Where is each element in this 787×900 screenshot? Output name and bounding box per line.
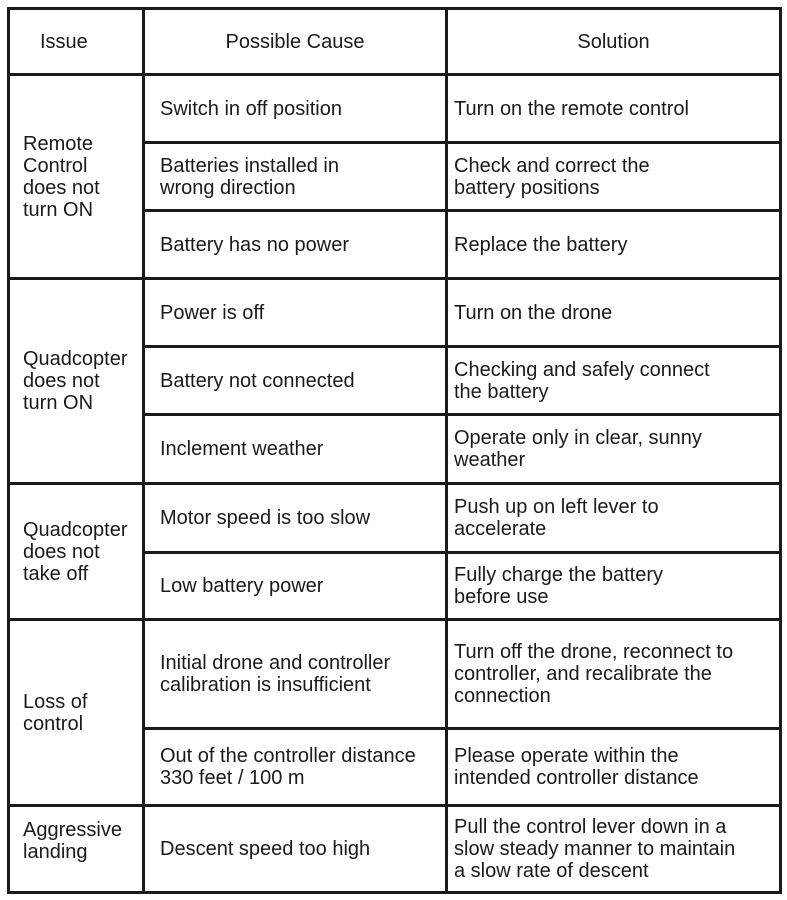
solution-text-line: Push up on left lever to [454,496,659,518]
solution-cell [447,553,781,620]
issue-text-line: turn ON [23,198,94,221]
issue-text-line: Quadcopter [23,348,128,370]
solution-cell [447,729,781,806]
solution-cell [447,75,781,143]
solution-text-line: Turn on the drone [454,301,613,324]
solution-text-line: before use [454,586,549,608]
cause-text-line: Descent speed too high [160,838,371,860]
solution-text-line: Please operate within the [454,745,679,767]
issue-text-line: turn ON [23,392,94,414]
solution-cell [447,806,781,893]
solution-cell [447,211,781,279]
solution-text-line: weather [454,449,526,471]
cause-text-line: Initial drone and controller [160,652,391,674]
cause-cell [144,806,447,893]
cause-text-line: Out of the controller distance [160,745,416,767]
solution-text-line: Turn on the remote control [454,97,689,120]
cause-cell [144,415,447,484]
cause-text-line: Low battery power [160,575,324,597]
cause-text-line: Battery not connected [160,369,355,392]
issue-text-line: Remote [23,132,94,155]
issue-text-line: landing [23,841,88,863]
issue-text-line: Control [23,154,88,177]
solution-text-line: Operate only in clear, sunny [454,427,702,449]
solution-text-line: Fully charge the battery [454,564,663,586]
troubleshooting-table [7,7,782,894]
table-row [9,620,781,729]
issue-text-line: does not [23,176,100,199]
solution-column-header: Solution [447,9,781,75]
table-body [9,75,781,893]
solution-cell [447,143,781,211]
solution-text-line: intended controller distance [454,767,699,789]
solution-cell [447,620,781,729]
issue-text-line: does not [23,540,100,563]
cause-cell [144,347,447,415]
issue-cell [9,620,144,806]
solution-text-line: controller, and recalibrate the [454,663,712,685]
cause-cell [144,75,447,143]
solution-text-line: a slow rate of descent [454,860,649,882]
issue-column-header: Issue [9,9,144,75]
cause-cell [144,211,447,279]
cause-text-line: Switch in off position [160,97,342,120]
cause-cell [144,553,447,620]
issue-text-line: take off [23,562,89,585]
issue-cell [9,279,144,484]
cause-text-line: Motor speed is too slow [160,507,371,529]
solution-cell [447,415,781,484]
solution-cell [447,347,781,415]
solution-text-line: Checking and safely connect [454,358,710,381]
solution-text-line: the battery [454,380,549,403]
cause-text-line: 330 feet / 100 m [160,767,305,789]
table-row [9,75,781,143]
cause-text-line: calibration is insufficient [160,674,371,696]
table-row [9,484,781,553]
solution-cell [447,279,781,347]
issue-text-line: Aggressive [23,819,122,841]
cause-cell [144,729,447,806]
solution-text-line: slow steady manner to maintain [454,838,736,860]
issue-text-line: Quadcopter [23,518,128,541]
issue-cell [9,806,144,893]
solution-text-line: accelerate [454,518,547,540]
cause-cell [144,484,447,553]
table-row [9,279,781,347]
cause-text-line: Battery has no power [160,233,349,256]
cause-cell [144,620,447,729]
issue-text-line: does not [23,370,100,392]
solution-text-line: Replace the battery [454,233,628,256]
solution-text-line: Pull the control lever down in a [454,816,727,838]
cause-text-line: Batteries installed in [160,154,339,177]
troubleshooting-table-container [7,7,782,894]
cause-text-line: wrong direction [160,176,296,199]
issue-cell [9,75,144,279]
solution-text-line: connection [454,685,551,707]
solution-text-line: Check and correct the [454,154,650,177]
table-row [9,806,781,893]
solution-cell [447,484,781,553]
cause-cell [144,143,447,211]
cause-text-line: Inclement weather [160,438,324,460]
solution-text-line: battery positions [454,176,600,199]
issue-text-line: Loss of [23,690,88,713]
solution-text-line: Turn off the drone, reconnect to [454,641,734,663]
cause-text-line: Power is off [160,301,265,324]
cause-cell [144,279,447,347]
header-row [9,9,781,75]
issue-cell [9,484,144,620]
issue-text-line: control [23,712,84,735]
cause-column-header: Possible Cause [144,9,447,75]
